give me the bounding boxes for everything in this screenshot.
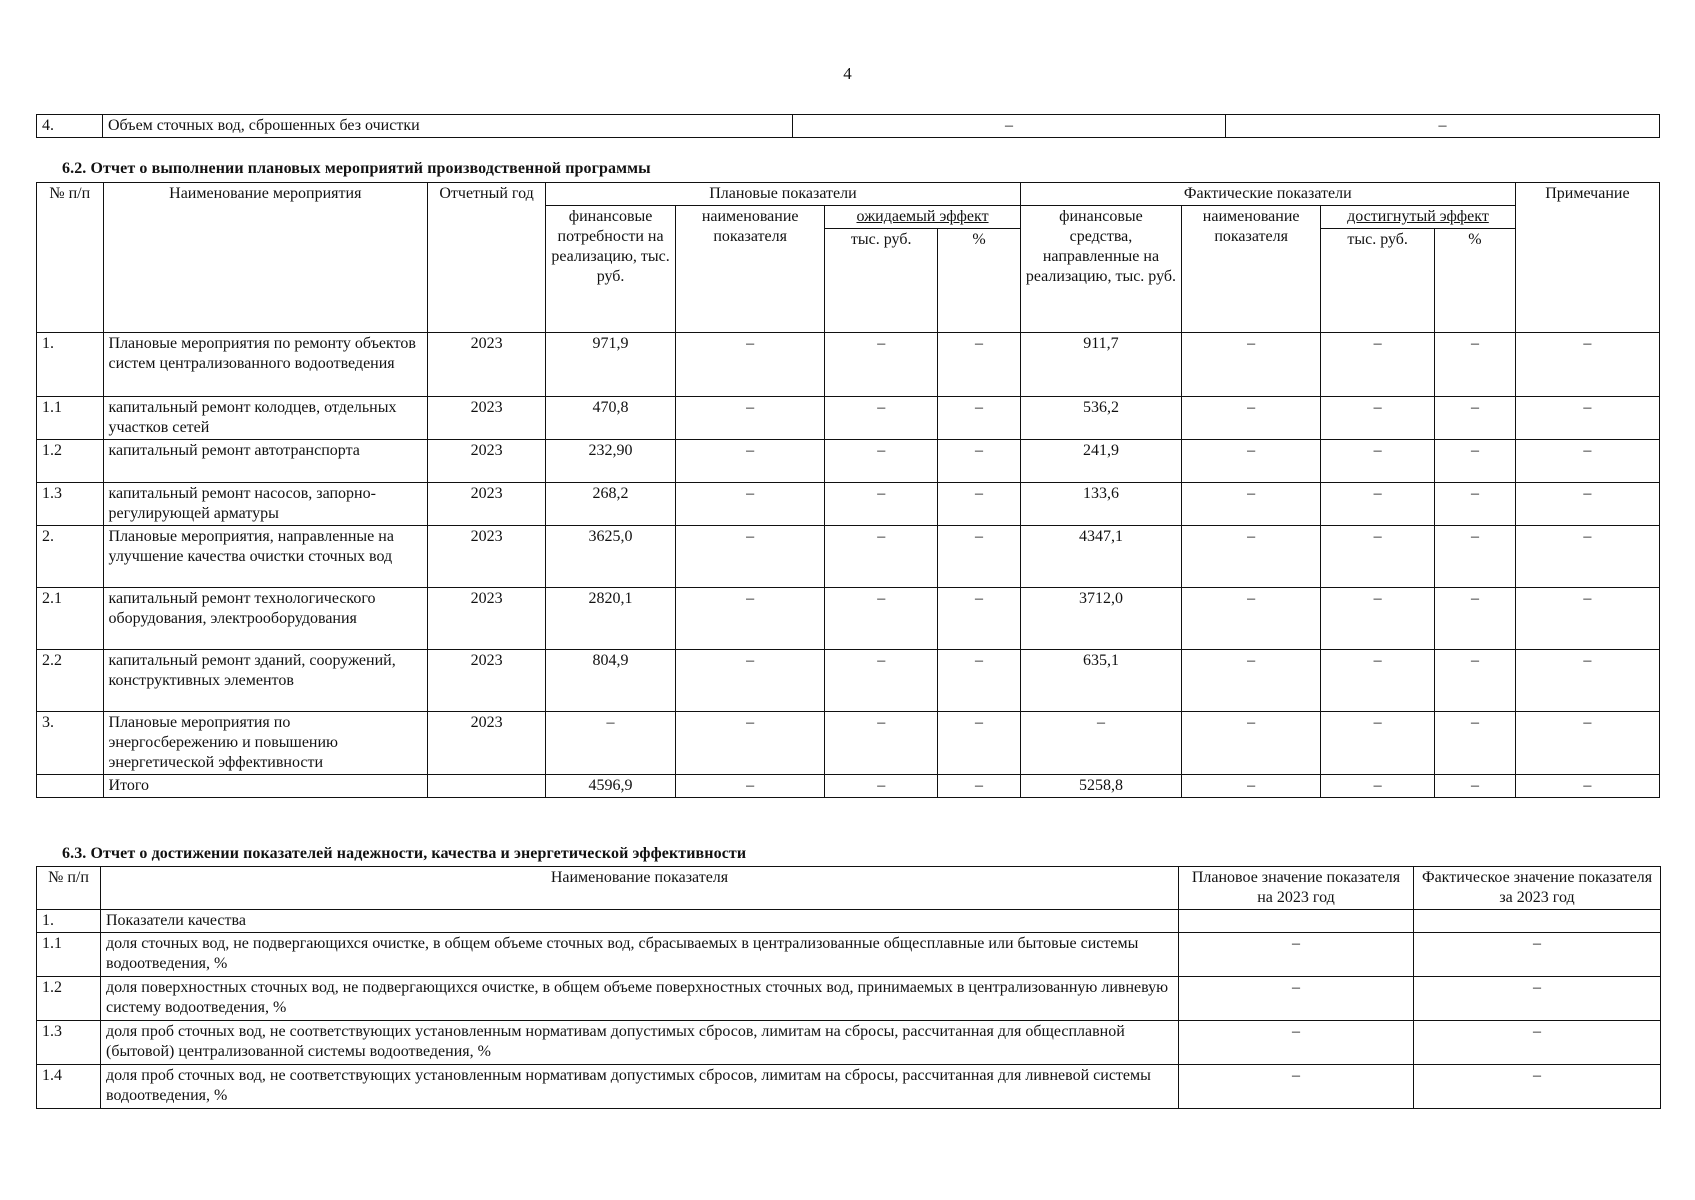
cell-achieved-pct: – bbox=[1435, 483, 1516, 526]
table-row bbox=[37, 910, 1661, 933]
row-actual: – bbox=[1226, 115, 1660, 138]
header-actual: Фактическое значение показателя за 2023 год bbox=[1414, 867, 1661, 910]
cell-year: 2023 bbox=[428, 650, 546, 712]
cell-achieved-rub: – bbox=[1321, 397, 1435, 440]
cell-actual-indicator: – bbox=[1182, 483, 1321, 526]
cell-actual: – bbox=[1414, 977, 1661, 1021]
row-number: 4. bbox=[37, 115, 103, 138]
cell-expected-rub: – bbox=[825, 526, 938, 588]
cell-actual-fin: 133,6 bbox=[1020, 483, 1181, 526]
cell-planned-fin: 470,8 bbox=[546, 397, 676, 440]
cell-num: 1. bbox=[37, 333, 104, 397]
table-row bbox=[37, 650, 1660, 712]
cell-achieved-rub: – bbox=[1321, 526, 1435, 588]
cell-year: 2023 bbox=[428, 333, 546, 397]
activities-table bbox=[36, 182, 1660, 798]
header-note: Примечание bbox=[1515, 183, 1659, 333]
cell-planned: – bbox=[1179, 1065, 1414, 1109]
cell-num bbox=[37, 775, 104, 798]
cell-num: 2.1 bbox=[37, 588, 104, 650]
table-row bbox=[37, 526, 1660, 588]
cell-expected-pct: – bbox=[938, 397, 1021, 440]
table-row bbox=[37, 977, 1661, 1021]
cell-achieved-rub: – bbox=[1321, 440, 1435, 483]
cell-planned-fin: 2820,1 bbox=[546, 588, 676, 650]
cell-achieved-pct: – bbox=[1435, 333, 1516, 397]
cell-note: – bbox=[1515, 588, 1659, 650]
cell-actual-indicator: – bbox=[1182, 397, 1321, 440]
cell-name: доля сточных вод, не подвергающихся очистке, в общем объеме сточных вод, сбрасываемых в централизованные общесплавные или бытовые системы водоотведения, % bbox=[101, 933, 1179, 977]
cell-name: капитальный ремонт автотранспорта bbox=[103, 440, 428, 483]
cell-achieved-rub: – bbox=[1321, 588, 1435, 650]
cell-num: 1. bbox=[37, 910, 101, 933]
cell-year: 2023 bbox=[428, 526, 546, 588]
cell-planned: – bbox=[1179, 933, 1414, 977]
cell-planned-indicator: – bbox=[676, 526, 825, 588]
header-planned-indicator: наименование показателя bbox=[676, 206, 825, 333]
cell-planned-fin: 4596,9 bbox=[546, 775, 676, 798]
cell-num: 1.1 bbox=[37, 397, 104, 440]
cell-actual: – bbox=[1414, 1065, 1661, 1109]
header-num: № п/п bbox=[37, 867, 101, 910]
cell-actual-fin: – bbox=[1020, 712, 1181, 775]
cell-achieved-pct: – bbox=[1435, 440, 1516, 483]
cell-planned: – bbox=[1179, 1021, 1414, 1065]
table-row bbox=[37, 712, 1660, 775]
cell-year: 2023 bbox=[428, 712, 546, 775]
cell-name: Плановые мероприятия по энергосбережению и повышению энергетической эффективности bbox=[103, 712, 428, 775]
row-planned: – bbox=[793, 115, 1226, 138]
cell-actual: – bbox=[1414, 933, 1661, 977]
cell-expected-pct: – bbox=[938, 483, 1021, 526]
cell-num: 1.2 bbox=[37, 440, 104, 483]
table-row bbox=[37, 588, 1660, 650]
header-row bbox=[37, 867, 1661, 910]
cell-expected-pct: – bbox=[938, 333, 1021, 397]
header-actual-fin: финансовые средства, направленные на реализацию, тыс. руб. bbox=[1020, 206, 1181, 333]
cell-num: 1.1 bbox=[37, 933, 101, 977]
table-row bbox=[37, 1065, 1661, 1109]
cell-achieved-rub: – bbox=[1321, 650, 1435, 712]
cell-achieved-rub: – bbox=[1321, 712, 1435, 775]
cell-planned-indicator: – bbox=[676, 775, 825, 798]
cell-name: Плановые мероприятия по ремонту объектов систем централизованного водоотведения bbox=[103, 333, 428, 397]
cell-planned-indicator: – bbox=[676, 588, 825, 650]
cell-achieved-pct: – bbox=[1435, 650, 1516, 712]
cell-planned-fin: 804,9 bbox=[546, 650, 676, 712]
cell-actual-fin: 5258,8 bbox=[1020, 775, 1181, 798]
cell-actual-indicator: – bbox=[1182, 588, 1321, 650]
cell-planned-indicator: – bbox=[676, 712, 825, 775]
cell-expected-pct: – bbox=[938, 526, 1021, 588]
indicators-table bbox=[36, 866, 1661, 1109]
cell-achieved-pct: – bbox=[1435, 526, 1516, 588]
header-row bbox=[37, 183, 1660, 206]
cell-expected-rub: – bbox=[825, 650, 938, 712]
header-name: Наименование показателя bbox=[101, 867, 1179, 910]
cell-achieved-rub: – bbox=[1321, 483, 1435, 526]
cell-expected-pct: – bbox=[938, 775, 1021, 798]
cell-actual: – bbox=[1414, 1021, 1661, 1065]
cell-planned-indicator: – bbox=[676, 483, 825, 526]
cell-year bbox=[428, 775, 546, 798]
cell-note: – bbox=[1515, 712, 1659, 775]
cell-planned-indicator: – bbox=[676, 397, 825, 440]
cell-name: капитальный ремонт колодцев, отдельных участков сетей bbox=[103, 397, 428, 440]
table-row bbox=[37, 933, 1661, 977]
cell-expected-pct: – bbox=[938, 440, 1021, 483]
header-pct: % bbox=[938, 229, 1021, 333]
cell-planned bbox=[1179, 910, 1414, 933]
cell-achieved-rub: – bbox=[1321, 775, 1435, 798]
cell-name: доля поверхностных сточных вод, не подвергающихся очистке, в общем объеме поверхностных сточных вод, принимаемых в централизованную ливневую систему водоотведения, % bbox=[101, 977, 1179, 1021]
header-expected-effect: ожидаемый эффект bbox=[825, 206, 1021, 229]
cell-planned-indicator: – bbox=[676, 333, 825, 397]
cell-actual-fin: 536,2 bbox=[1020, 397, 1181, 440]
cell-name: капитальный ремонт технологического оборудования, электрооборудования bbox=[103, 588, 428, 650]
cell-planned-indicator: – bbox=[676, 650, 825, 712]
cell-planned-fin: 268,2 bbox=[546, 483, 676, 526]
cell-num: 1.4 bbox=[37, 1065, 101, 1109]
cell-planned-fin: 3625,0 bbox=[546, 526, 676, 588]
cell-achieved-pct: – bbox=[1435, 712, 1516, 775]
cell-num: 1.2 bbox=[37, 977, 101, 1021]
cell-expected-rub: – bbox=[825, 440, 938, 483]
cell-planned-indicator: – bbox=[676, 440, 825, 483]
cell-actual-fin: 241,9 bbox=[1020, 440, 1181, 483]
cell-expected-rub: – bbox=[825, 712, 938, 775]
header-num: № п/п bbox=[37, 183, 104, 333]
cell-num: 3. bbox=[37, 712, 104, 775]
cell-actual-fin: 4347,1 bbox=[1020, 526, 1181, 588]
cell-note: – bbox=[1515, 650, 1659, 712]
cell-year: 2023 bbox=[428, 588, 546, 650]
cell-planned-fin: – bbox=[546, 712, 676, 775]
cell-actual-fin: 3712,0 bbox=[1020, 588, 1181, 650]
cell-actual-indicator: – bbox=[1182, 526, 1321, 588]
header-actual-group: Фактические показатели bbox=[1020, 183, 1515, 206]
cell-year: 2023 bbox=[428, 397, 546, 440]
cell-note: – bbox=[1515, 483, 1659, 526]
cell-expected-pct: – bbox=[938, 588, 1021, 650]
cell-actual-indicator: – bbox=[1182, 712, 1321, 775]
header-actual-indicator: наименование показателя bbox=[1182, 206, 1321, 333]
cell-actual bbox=[1414, 910, 1661, 933]
cell-note: – bbox=[1515, 333, 1659, 397]
cell-name: доля проб сточных вод, не соответствующих установленным нормативам допустимых сбросов, лимитам на сбросы, рассчитанная для общесплавной (бытовой) централизованной системы водоотведения, % bbox=[101, 1021, 1179, 1065]
row-name: Объем сточных вод, сброшенных без очистки bbox=[103, 115, 793, 138]
cell-year: 2023 bbox=[428, 483, 546, 526]
cell-actual-indicator: – bbox=[1182, 650, 1321, 712]
cell-num: 2. bbox=[37, 526, 104, 588]
header-planned: Плановое значение показателя на 2023 год bbox=[1179, 867, 1414, 910]
cell-num: 2.2 bbox=[37, 650, 104, 712]
table-row bbox=[37, 1021, 1661, 1065]
header-pct: % bbox=[1435, 229, 1516, 333]
page-number: 4 bbox=[843, 64, 852, 83]
table-row bbox=[37, 333, 1660, 397]
cell-expected-rub: – bbox=[825, 775, 938, 798]
cell-planned-fin: 971,9 bbox=[546, 333, 676, 397]
cell-actual-fin: 911,7 bbox=[1020, 333, 1181, 397]
cell-name: капитальный ремонт зданий, сооружений, конструктивных элементов bbox=[103, 650, 428, 712]
cell-name: Итого bbox=[103, 775, 428, 798]
cell-actual-indicator: – bbox=[1182, 333, 1321, 397]
cell-actual-indicator: – bbox=[1182, 440, 1321, 483]
continuation-table bbox=[36, 114, 1660, 138]
cell-year: 2023 bbox=[428, 440, 546, 483]
cell-num: 1.3 bbox=[37, 1021, 101, 1065]
cell-planned: – bbox=[1179, 977, 1414, 1021]
cell-planned-fin: 232,90 bbox=[546, 440, 676, 483]
cell-expected-rub: – bbox=[825, 483, 938, 526]
cell-expected-rub: – bbox=[825, 588, 938, 650]
cell-actual-fin: 635,1 bbox=[1020, 650, 1181, 712]
header-thous-rub: тыс. руб. bbox=[825, 229, 938, 333]
cell-note: – bbox=[1515, 775, 1659, 798]
cell-expected-pct: – bbox=[938, 712, 1021, 775]
header-planned-group: Плановые показатели bbox=[546, 183, 1021, 206]
table-row bbox=[37, 115, 1660, 138]
header-planned-fin: финансовые потребности на реализацию, тыс. руб. bbox=[546, 206, 676, 333]
cell-note: – bbox=[1515, 526, 1659, 588]
header-year: Отчетный год bbox=[428, 183, 546, 333]
table-row bbox=[37, 483, 1660, 526]
cell-expected-rub: – bbox=[825, 333, 938, 397]
table-row bbox=[37, 397, 1660, 440]
section-62-title: 6.2. Отчет о выполнении плановых мероприятий производственной программы bbox=[62, 160, 651, 177]
table-row bbox=[37, 440, 1660, 483]
cell-note: – bbox=[1515, 440, 1659, 483]
header-thous-rub: тыс. руб. bbox=[1321, 229, 1435, 333]
header-achieved-effect: достигнутый эффект bbox=[1321, 206, 1516, 229]
cell-name: доля проб сточных вод, не соответствующих установленным нормативам допустимых сбросов, лимитам на сбросы, рассчитанная для ливневой системы водоотведения, % bbox=[101, 1065, 1179, 1109]
cell-num: 1.3 bbox=[37, 483, 104, 526]
cell-expected-pct: – bbox=[938, 650, 1021, 712]
cell-name: капитальный ремонт насосов, запорно-регулирующей арматуры bbox=[103, 483, 428, 526]
cell-achieved-pct: – bbox=[1435, 397, 1516, 440]
header-name: Наименование мероприятия bbox=[103, 183, 428, 333]
total-row bbox=[37, 775, 1660, 798]
cell-achieved-rub: – bbox=[1321, 333, 1435, 397]
cell-achieved-pct: – bbox=[1435, 588, 1516, 650]
cell-name: Плановые мероприятия, направленные на улучшение качества очистки сточных вод bbox=[103, 526, 428, 588]
cell-actual-indicator: – bbox=[1182, 775, 1321, 798]
section-63-title: 6.3. Отчет о достижении показателей надежности, качества и энергетической эффективности bbox=[62, 845, 747, 862]
cell-name: Показатели качества bbox=[101, 910, 1179, 933]
cell-expected-rub: – bbox=[825, 397, 938, 440]
cell-note: – bbox=[1515, 397, 1659, 440]
cell-achieved-pct: – bbox=[1435, 775, 1516, 798]
